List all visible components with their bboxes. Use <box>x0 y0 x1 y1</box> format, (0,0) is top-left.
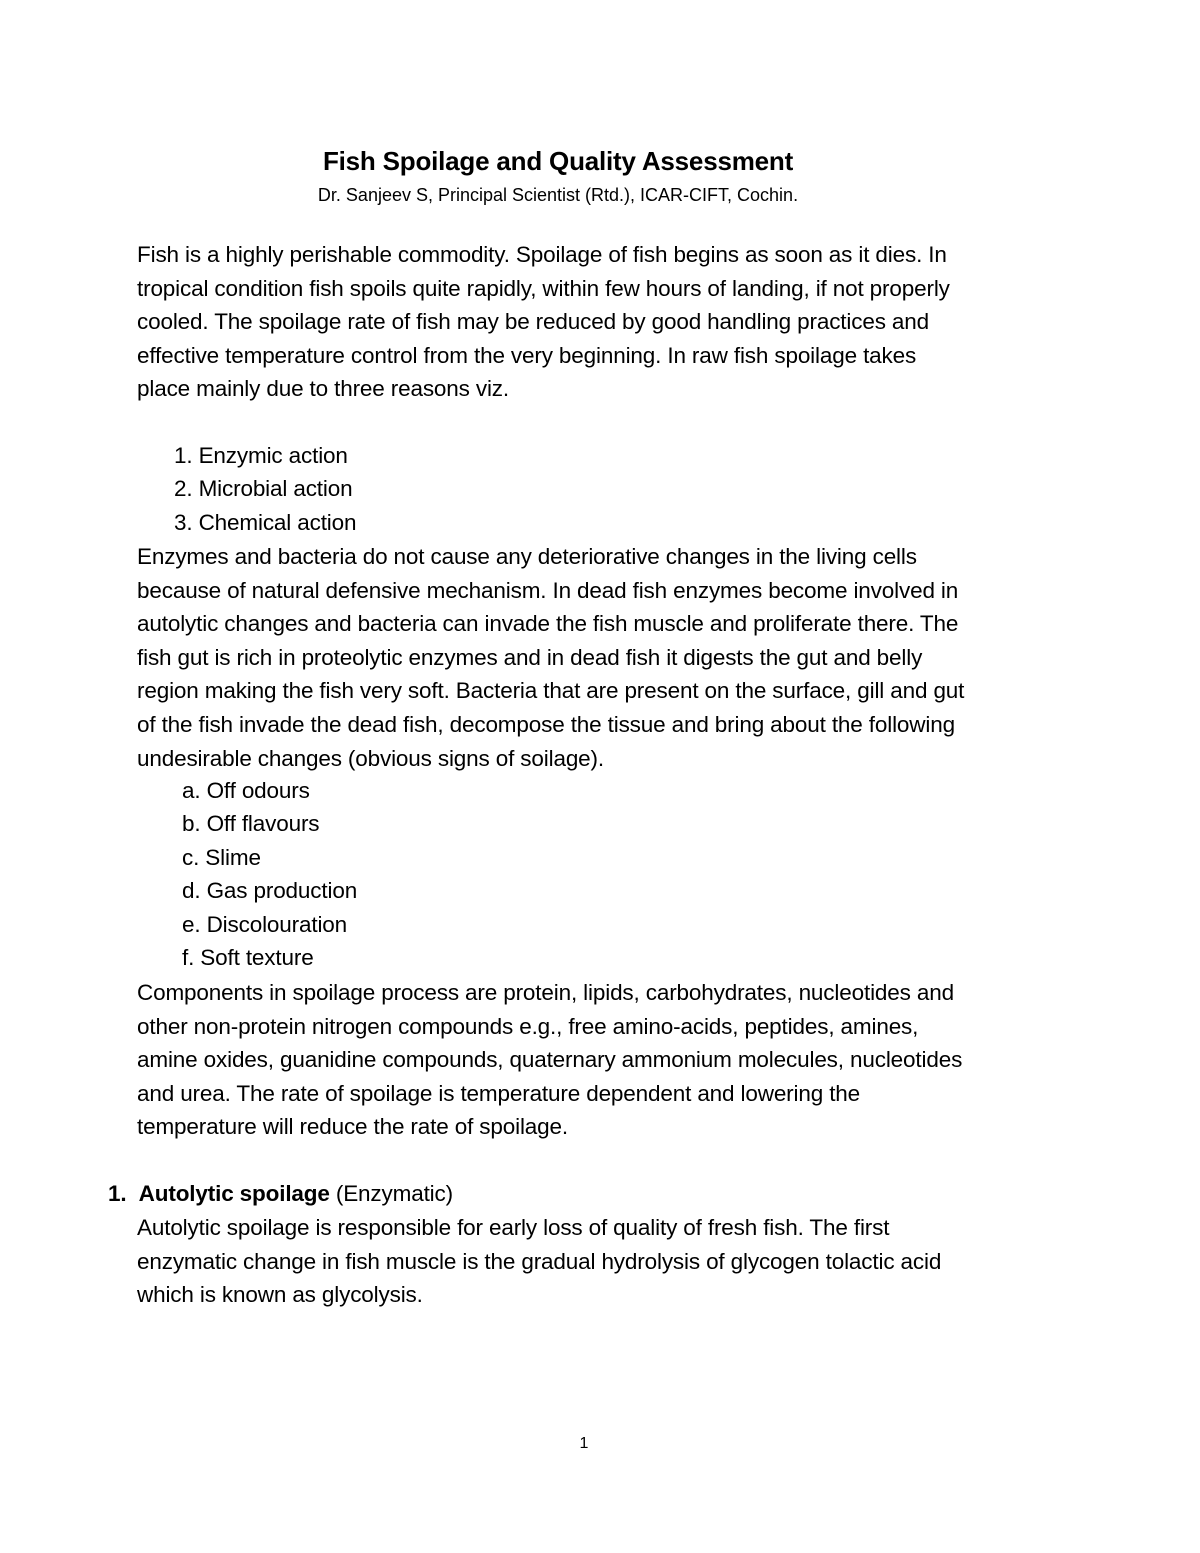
list-item: a. Off odours <box>182 778 310 803</box>
list-item: 1. Enzymic action <box>174 443 348 468</box>
intro-line: place mainly due to three reasons viz. <box>137 376 509 402</box>
components-line: other non-protein nitrogen compounds e.g., free amino-acids, peptides, amines, <box>137 1013 919 1039</box>
components-line: temperature will reduce the rate of spoilage. <box>137 1114 568 1140</box>
list-item: b. Off flavours <box>182 811 320 837</box>
autolytic-line: Autolytic spoilage is responsible for early loss of quality of fresh fish. The first <box>137 1215 890 1240</box>
enzymes-line: fish gut is rich in proteolytic enzymes and in dead fish it digests the gut and belly <box>137 644 923 670</box>
components-paragraph <box>137 976 1097 1144</box>
section-title-bold: Autolytic spoilage <box>138 1181 330 1206</box>
autolytic-line: enzymatic change in fish muscle is the gradual hydrolysis of glycogen tolactic acid <box>137 1248 942 1274</box>
intro-line: tropical condition fish spoils quite rapidly, within few hours of landing, if not properly <box>137 275 950 301</box>
enzymes-line: autolytic changes and bacteria can invade the fish muscle and proliferate there. The <box>137 611 959 637</box>
page-number: 1 <box>579 1435 589 1452</box>
enzymes-line: Enzymes and bacteria do not cause any deteriorative changes in the living cells <box>137 544 917 569</box>
list-item: e. Discolouration <box>182 911 348 937</box>
spoilage-reasons-list <box>174 439 356 539</box>
enzymes-paragraph <box>137 540 1097 775</box>
enzymes-line: undesirable changes (obvious signs of soilage). <box>137 745 604 771</box>
autolytic-paragraph <box>137 1211 1097 1312</box>
components-line: and urea. The rate of spoilage is temperature dependent and lowering the <box>137 1080 861 1106</box>
section-title-rest: (Enzymatic) <box>329 1181 453 1206</box>
intro-line: cooled. The spoilage rate of fish may be reduced by good handling practices and <box>137 309 930 335</box>
enzymes-line: of the fish invade the dead fish, decompose the tissue and bring about the following <box>137 711 955 737</box>
enzymes-line: because of natural defensive mechanism. In dead fish enzymes become involved in <box>137 577 959 603</box>
list-item: d. Gas production <box>182 878 358 904</box>
enzymes-line: region making the fish very soft. Bacteria that are present on the surface, gill and gut <box>137 678 965 704</box>
section-heading-autolytic <box>108 1177 453 1211</box>
intro-line: Fish is a highly perishable commodity. Spoilage of fish begins as soon as it dies. In <box>137 242 947 267</box>
list-item: f. Soft texture <box>182 945 314 971</box>
list-item: 2. Microbial action <box>174 476 353 502</box>
spoilage-signs-list <box>182 774 357 974</box>
components-line: Components in spoilage process are protein, lipids, carbohydrates, nucleotides and <box>137 980 954 1005</box>
intro-line: effective temperature control from the very beginning. In raw fish spoilage takes <box>137 342 917 368</box>
components-line: amine oxides, guanidine compounds, quaternary ammonium molecules, nucleotides <box>137 1047 963 1073</box>
autolytic-line: which is known as glycolysis. <box>137 1282 423 1308</box>
author-byline: Dr. Sanjeev S, Principal Scientist (Rtd.), ICAR-CIFT, Cochin. <box>317 185 799 205</box>
list-item: 3. Chemical action <box>174 509 357 535</box>
section-number: 1. <box>108 1181 127 1206</box>
document-title: Fish Spoilage and Quality Assessment <box>322 146 794 176</box>
list-item: c. Slime <box>182 844 261 870</box>
intro-paragraph <box>137 238 1097 406</box>
